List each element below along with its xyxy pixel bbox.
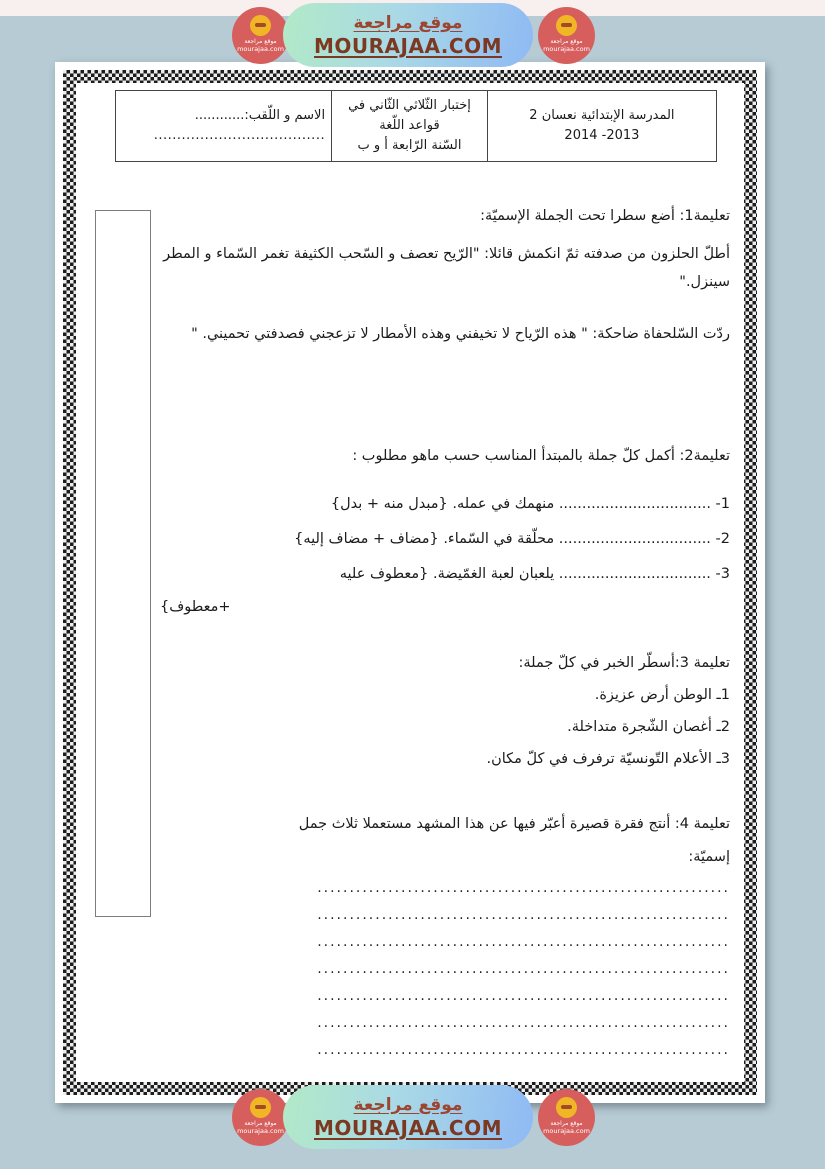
image-placeholder-box: [95, 210, 151, 917]
table-row: [116, 91, 717, 162]
logo-domain-text: mourajaa.com: [237, 45, 284, 53]
logo-domain-text: mourajaa.com: [543, 1127, 590, 1135]
instruction-3: تعليمة 3:أسطّر الخبر في كلّ جملة:: [518, 655, 730, 671]
mourajaa-logo-right: [538, 7, 595, 64]
exercise3-item-3: 3ـ الأعلام التّونسيّة ترفرف في كلّ مكان.: [486, 751, 730, 767]
logo-site-name: موقع مراجعة: [244, 1120, 277, 1127]
mourajaa-logo-left: [232, 7, 289, 64]
exercise3-item-1: 1ـ الوطن أرض عزيزة.: [594, 687, 730, 703]
exercise2-item-3-continuation: +معطوف}: [160, 599, 231, 615]
school-name: المدرسة الإبتدائية نعسان 2: [529, 108, 675, 123]
student-name-line: .....................................: [153, 128, 326, 143]
logo-site-name: موقع مراجعة: [244, 38, 277, 45]
site-domain-link[interactable]: MOURAJAA.COM: [314, 1115, 502, 1140]
logo-lamp-icon: [250, 15, 271, 36]
site-link-pill[interactable]: [283, 1085, 533, 1149]
passage-snail: أطلّ الحلزون من صدفته ثمّ انكمش قائلا: "الرّيح تعصف و السّحب الكثيفة تغمر السّماء و المطر سينزل.": [163, 246, 730, 290]
logo-lamp-icon: [250, 1097, 271, 1118]
answer-line: ................................................................: [317, 1015, 730, 1031]
exercise2-item-3: 3- ................................. يلعبان لعبة الغمّيضة. {معطوف عليه: [339, 566, 730, 582]
logo-lamp-icon: [556, 15, 577, 36]
exam-document-page: [55, 62, 765, 1103]
exam-grade: السّنة الرّابعة أ و ب: [357, 138, 462, 153]
logo-lamp-icon: [556, 1097, 577, 1118]
answer-line: ................................................................: [317, 907, 730, 923]
answer-line: ................................................................: [317, 934, 730, 950]
school-year: 2013- 2014: [564, 128, 640, 143]
student-name-label: الاسم و اللّقب:............: [194, 108, 326, 123]
logo-site-name: موقع مراجعة: [550, 1120, 583, 1127]
logo-domain-text: mourajaa.com: [543, 45, 590, 53]
instruction-4-line2: إسميّة:: [688, 849, 730, 865]
exam-title-cell: [332, 91, 488, 162]
mourajaa-logo-left: [232, 1089, 289, 1146]
exercise3-item-2: 2ـ أغصان الشّجرة متداخلة.: [567, 719, 730, 735]
school-cell: [487, 91, 716, 162]
mourajaa-logo-right: [538, 1089, 595, 1146]
instruction-1: تعليمة1: أضع سطرا تحت الجملة الإسميّة:: [480, 208, 730, 224]
site-domain-link[interactable]: MOURAJAA.COM: [314, 33, 502, 58]
instruction-2: تعليمة2: أكمل كلّ جملة بالمبتدأ المناسب حسب ماهو مطلوب :: [352, 448, 730, 464]
passage-turtle: ردّت السّلحفاة ضاحكة: " هذه الرّياح لا تخيفني وهذه الأمطار لا تزعجني فصدفتي تحميني. ": [191, 326, 730, 342]
site-header-banner: [0, 0, 825, 72]
answer-line: ................................................................: [317, 1042, 730, 1058]
site-name-arabic[interactable]: موقع مراجعة: [353, 12, 463, 33]
answer-writing-area: [293, 875, 730, 1064]
answer-line: ................................................................: [317, 961, 730, 977]
logo-domain-text: mourajaa.com: [237, 1127, 284, 1135]
exam-title: إختبار الثّلاثي الثّاني في قواعد اللّغة: [348, 98, 471, 133]
site-footer-banner: [0, 1082, 825, 1154]
answer-line: ................................................................: [317, 988, 730, 1004]
logo-site-name: موقع مراجعة: [550, 38, 583, 45]
instruction-4-line1: تعليمة 4: أنتج فقرة قصيرة أعبّر فيها عن هذا المشهد مستعملا ثلاث جمل: [298, 816, 730, 832]
site-name-arabic[interactable]: موقع مراجعة: [353, 1094, 463, 1115]
exercise2-item-2: 2- ................................. محلّقة في السّماء. {مضاف + مضاف إليه}: [294, 531, 730, 547]
instruction-4: [160, 808, 730, 874]
site-link-pill[interactable]: [283, 3, 533, 67]
answer-line: ................................................................: [317, 880, 730, 896]
student-name-cell: [116, 91, 332, 162]
exercise2-item-1: 1- ................................. منهمك في عمله. {مبدل منه + بدل}: [330, 496, 730, 512]
exam-header-table: [115, 90, 717, 162]
